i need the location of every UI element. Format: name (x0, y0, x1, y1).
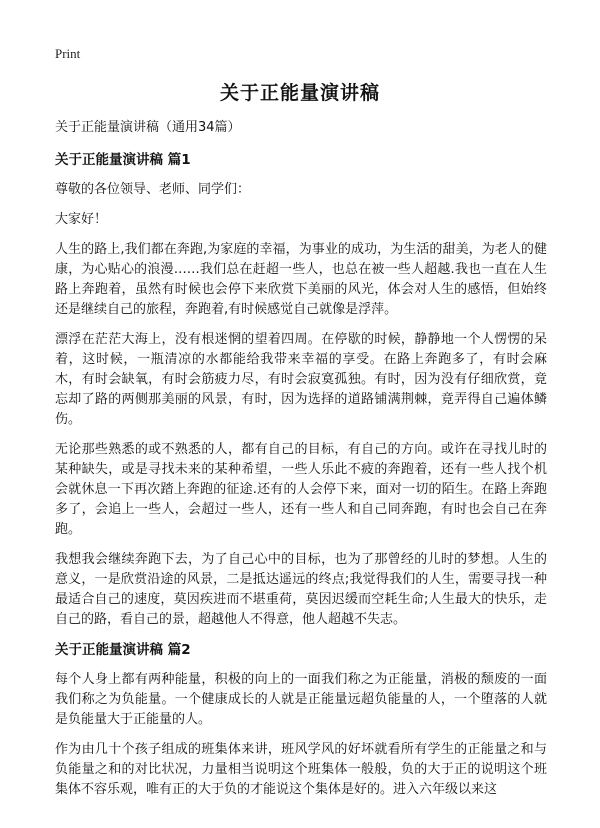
paragraph: 我想我会继续奔跑下去，为了自己心中的目标，也为了那曾经的儿时的梦想。人生的意义，一是欣赏沿途的风景，二是抵达遥远的终点;我觉得我们的人生，需要寻找一种最适合自己的速度，莫因疾进而不堪重荷，莫因迟缓而空耗生命;人生最大的快乐，走自己的路，看自己的景，超越他人不得意，他人超越不失志。 (55, 552, 547, 627)
page-title: 关于正能量演讲稿 (219, 82, 380, 104)
section-heading: 关于正能量演讲稿 篇1 (55, 152, 191, 168)
paragraph: 作为由几十个孩子组成的班集体来讲，班风学风的好坏就看所有学生的正能量之和与负能量之和的对比状况，力量相当说明这个班集体一般般，负的大于正的说明这个班集体不容乐观，唯有正的大于负的才能说这个集体是好的。进入六年级以来这 (55, 742, 547, 797)
paragraph: 人生的路上,我们都在奔跑,为家庭的幸福，为事业的成功，为生活的甜美，为老人的健康，为心贴心的浪漫……我们总在赶超一些人，也总在被一些人超越.我也一直在人生路上奔跑着，虽然有时候也会停下来欣赏下美丽的风光，体会对人生的感悟，但始终还是继续自己的旅程，奔跑着,有时候感觉自己就像是浮萍。 (55, 242, 547, 317)
paragraph: 无论那些熟悉的或不熟悉的人，都有自己的目标，有自己的方向。或许在寻找儿时的某种缺失，或是寻找未来的某种希望，一些人乐此不疲的奔跑着，还有一些人找个机会就休息一下再次踏上奔跑的征途.还有的人会停下来，面对一切的陌生。在路上奔跑多了，会追上一些人，会超过一些人，还有一些人和自己同奔跑，有时也会自己在奔跑。 (55, 442, 547, 537)
document-body (55, 118, 547, 810)
paragraph: 大家好！ (55, 212, 108, 227)
section-heading: 关于正能量演讲稿 篇2 (55, 642, 191, 658)
document-subtitle: 关于正能量演讲稿（通用34篇） (55, 120, 241, 135)
print-link[interactable]: Print (55, 46, 81, 61)
section-2 (55, 640, 547, 800)
paragraph: 漂浮在茫茫大海上，没有根迷惘的望着四周。在停歇的时候，静静地一个人愣愣的呆着，这时候，一瓶清凉的水都能给我带来幸福的享受。在路上奔跑多了，有时会麻木，有时会缺氧，有时会筋疲力尽，有时会寂寞孤独。有时，因为没有仔细欣赏，竟忘却了路的两侧那美丽的风景，有时，因为选择的道路铺满荆棘，竟弄得自己遍体鳞伤。 (55, 332, 547, 427)
paragraph: 尊敬的各位领导、老师、同学们： (55, 182, 251, 197)
paragraph: 每个人身上都有两种能量，积极的向上的一面我们称之为正能量，消极的颓废的一面我们称之为负能量。一个健康成长的人就是正能量远超负能量的人，一个堕落的人就是负能量大于正能量的人。 (55, 672, 547, 727)
section-1 (55, 150, 547, 630)
